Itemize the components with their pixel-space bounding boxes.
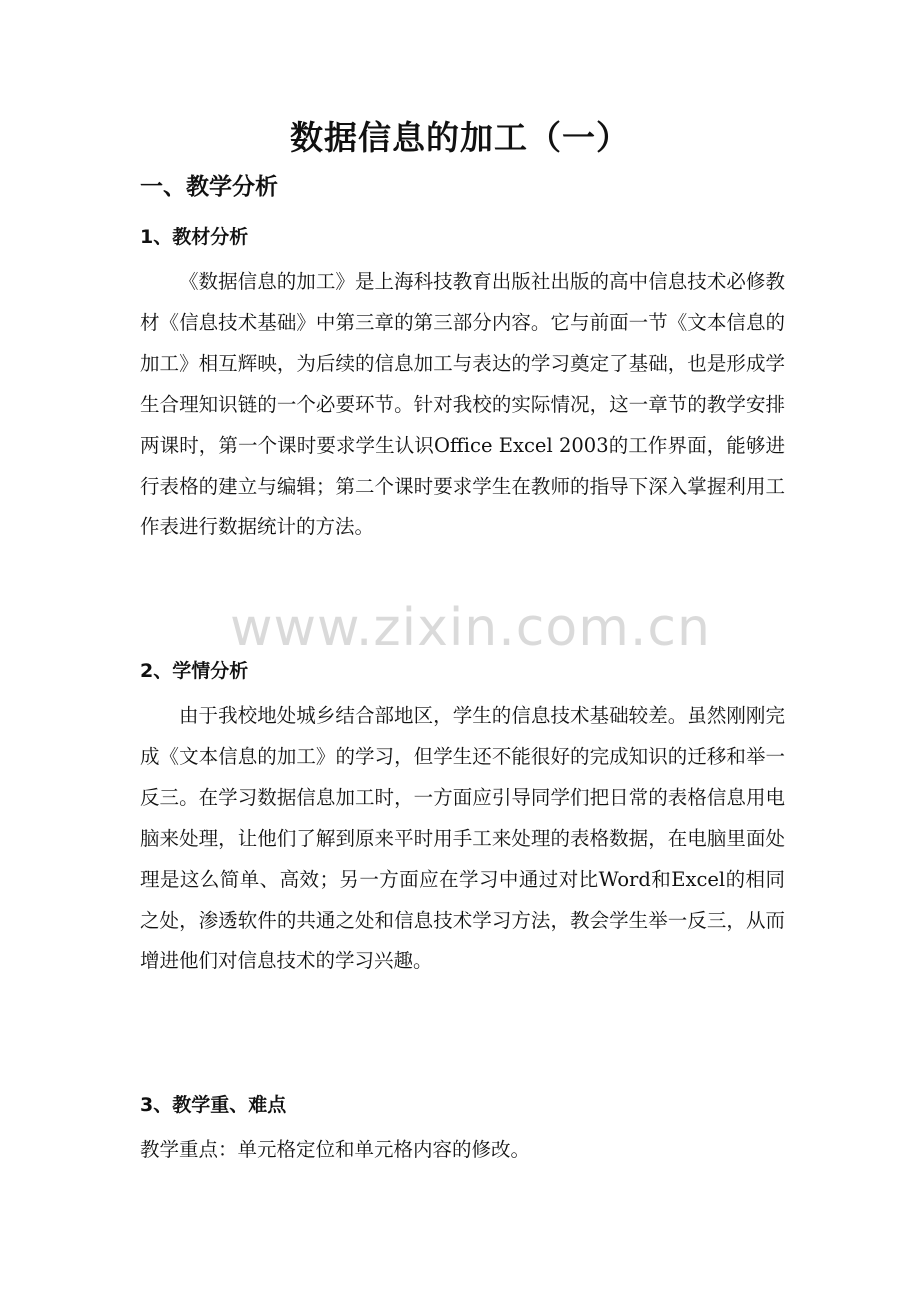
key-point-text: 教学重点：单元格定位和单元格内容的修改。	[140, 1138, 531, 1161]
paragraph-student-analysis: 由于我校地处城乡结合部地区，学生的信息技术基础较差。虽然刚刚完成《文本信息的加工》的学习，但学生还不能很好的完成知识的迁移和举一反三。在学习数据信息加工时，一方面应引导同学们把日常的表格信息用电脑来处理，让他们了解到原来平时用手工来处理的表格数据，在电脑里面处理是这么简单、高效；另一方面应在学习中通过对比Word和Excel的相同之处，渗透软件的共通之处和信息技术学习方法，教会学生举一反三，从而增进他们对信息技术的学习兴趣。	[140, 704, 785, 973]
subheading-student-analysis: 2、学情分析	[140, 660, 249, 682]
section-heading-teaching-analysis: 一、教学分析	[140, 174, 278, 200]
document-title: 数据信息的加工（一）	[290, 118, 630, 157]
subheading-key-difficult-points: 3、教学重、难点	[140, 1094, 287, 1116]
paragraph-textbook-analysis: 《数据信息的加工》是上海科技教育出版社出版的高中信息技术必修教材《信息技术基础》中第三章的第三部分内容。它与前面一节《文本信息的加工》相互辉映，为后续的信息加工与表达的学习奠定了基础，也是形成学生合理知识链的一个必要环节。针对我校的实际情况，这一章节的教学安排两课时，第一个课时要求学生认识Office Excel 2003的工作界面，能够进行表格的建立与编辑；第二个课时要求学生在教师的指导下深入掌握利用工作表进行数据统计的方法。	[140, 270, 785, 539]
watermark-text: www.zixin.com.cn	[230, 598, 711, 658]
subheading-textbook-analysis: 1、教材分析	[140, 226, 249, 248]
